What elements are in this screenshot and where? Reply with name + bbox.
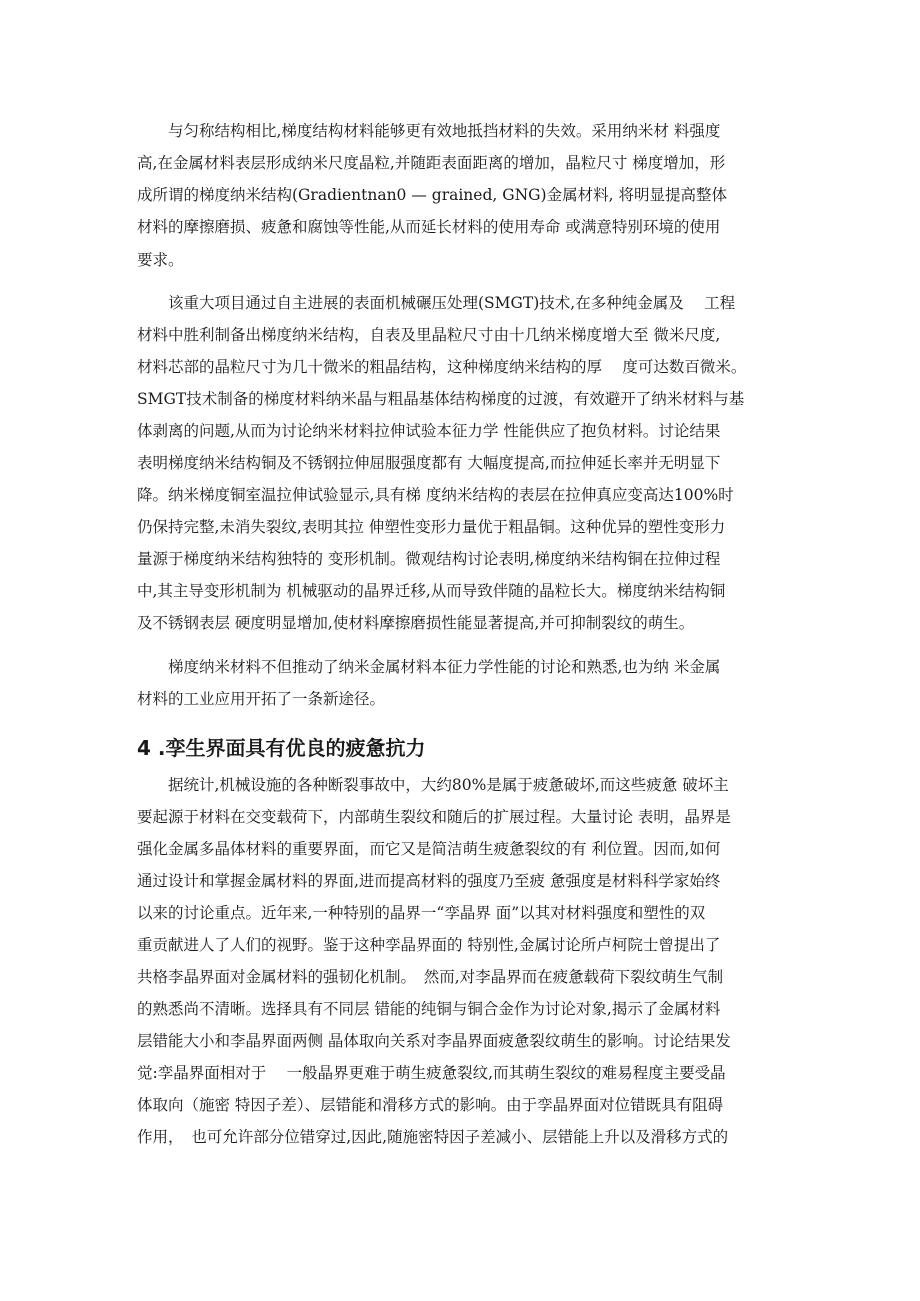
text-line: SMGT技术制备的梯度材料纳米晶与粗晶基体结构梯度的过渡，有效避开了纳米材料与基	[137, 390, 745, 408]
text-line: 层错能大小和李晶界面两侧 晶体取向关系对李晶界面疲惫裂纹萌生的影响。讨论结果发	[137, 1032, 731, 1050]
text-line: 通过设计和掌握金属材料的界面,进而提高材料的强度乃至疲 惫强度是材料科学家始终	[137, 872, 721, 890]
text-line: 材料中胜利制备出梯度纳米结构，自表及里晶粒尺寸由十几纳米梯度增大至 微米尺度,	[137, 326, 721, 344]
text-line: 重贡献进人了人们的视野。鉴于这种孪晶界面的 特别性,金属讨论所卢柯院士曾提出了	[137, 936, 721, 954]
text-line: 共格李晶界面对金属材料的强韧化机制。 然而,对李晶界而在疲惫载荷下裂纹萌生气制	[137, 968, 724, 986]
text-line: 量源于梯度纳米结构独特的 变形机制。微观结构讨论表明,梯度纳米结构铜在拉伸过程	[137, 550, 721, 568]
text-line: 中,其主导变形机制为 机械驱动的晶界迁移,从而导致伴随的晶粒长大。梯度纳米结构铜	[137, 582, 726, 600]
text-line: 该重大项目通过自主进展的表面机械碾压处理(SMGT)技术,在多种纯金属及 工程	[168, 294, 736, 312]
text-line: 要求。	[137, 251, 184, 269]
text-line: 材料的工业应用开拓了一条新途径。	[137, 690, 386, 708]
text-line: 作用， 也可允许部分位错穿过,因此,随施密特因子差减小、层错能上升以及滑移方式的	[137, 1128, 729, 1146]
section-heading: 4 .孪生界面具有优良的疲惫抗力	[137, 736, 426, 760]
text-line: 材料芯部的晶粒尺寸为几十微米的粗晶结构，这种梯度纳米结构的厚 度可达数百微米。	[137, 358, 747, 376]
text-line: 的熟悉尚不清晰。选择具有不同层 错能的纯铜与铜合金作为讨论对象,揭示了金属材料	[137, 1000, 721, 1018]
text-line: 成所谓的梯度纳米结构(Gradientnan0 — grained, GNG)金属材料, 将明显提高整体	[137, 186, 727, 204]
text-line: 强化金属多晶体材料的重要界面，而它又是简洁萌生疲惫裂纹的有 利位置。因而,如何	[137, 840, 721, 858]
text-line: 要起源于材料在交变载荷下，内部萌生裂纹和随后的扩展过程。大量讨论 表明，晶界是	[137, 808, 731, 826]
text-line: 仍保持完整,未消失裂纹,表明其拉 伸塑性变形力量优于粗晶铜。这种优异的塑性变形力	[137, 518, 726, 536]
text-line: 梯度纳米材料不但推动了纳米金属材料本征力学性能的讨论和熟悉,也为纳 米金属	[168, 658, 721, 676]
text-line: 以来的讨论重点。近年来,一种特别的晶界一“孪晶界 面”以其对材料强度和塑性的双	[137, 904, 706, 922]
text-line: 降。纳米梯度铜室温拉伸试验显示,具有梯 度纳米结构的表层在拉伸真应变高达100%时	[137, 486, 734, 504]
text-line: 体剥离的问题,从而为讨论纳米材料拉伸试验本征力学 性能供应了抱负材料。讨论结果	[137, 422, 721, 440]
text-line: 据统计,机械设施的各种断裂事故中，大约80%是属于疲惫破坏,而这些疲惫 破坏主	[168, 776, 729, 794]
text-line: 及不锈钢表层 硬度明显增加,使材料摩擦磨损性能显著提高,并可抑制裂纹的萌生。	[137, 614, 695, 632]
text-line: 表明梯度纳米结构铜及不锈钢拉伸屈服强度都有 大幅度提高,而拉伸延长率并无明显下	[137, 454, 721, 472]
text-line: 高,在金属材料表层形成纳米尺度晶粒,并随距表面距离的增加，晶粒尺寸 梯度增加，形	[137, 154, 726, 172]
text-line: 体取向（施密 特因子差）、层错能和滑移方式的影响。由于孪晶界面对位错既具有阻碍	[137, 1096, 724, 1114]
text-line: 觉:孪晶界面相对于 一般晶界更难于萌生疲惫裂纹,而其萌生裂纹的难易程度主要受晶	[137, 1064, 726, 1082]
text-line: 材料的摩擦磨损、疲惫和腐蚀等性能,从而延长材料的使用寿命 或满意特别环境的使用	[137, 218, 721, 236]
text-line: 与匀称结构相比,梯度结构材料能够更有效地抵挡材料的失效。采用纳米材 料强度	[168, 122, 721, 140]
